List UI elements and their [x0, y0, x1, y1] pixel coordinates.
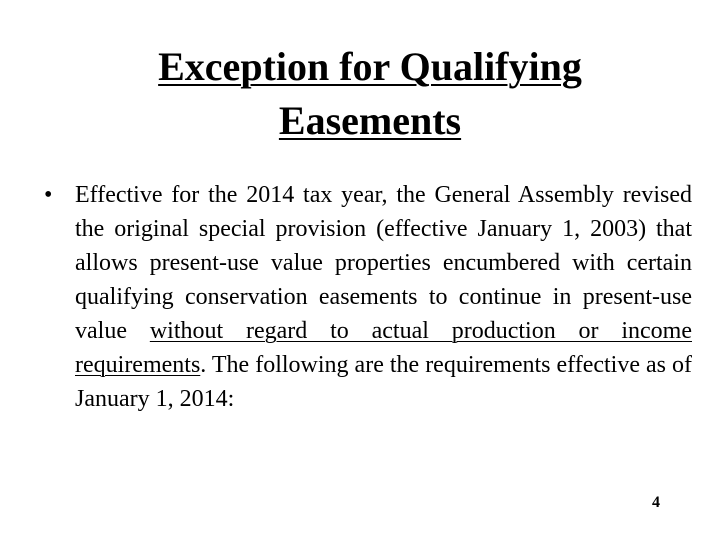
slide-title	[90, 40, 650, 148]
bullet-list	[44, 178, 692, 416]
page-number: 4	[652, 494, 660, 511]
bullet-text-part-1: Effective for the 2014 tax year, the General Assembly revised the original special provision (effective January 1, 2003) that allows present-use value properties encumbered with certain qualifying conservation easements to continue in present-use value	[75, 182, 692, 344]
bullet-text-part-2: . The following are the requirements effective as of January 1, 2014:	[75, 352, 692, 412]
bullet-item	[44, 178, 692, 416]
bullet-text-underlined: without regard to actual production or income requirements	[75, 318, 692, 378]
slide-title-line-2: Easements	[278, 98, 462, 143]
bullet-icon: •	[44, 182, 53, 208]
slide-title-line-1: Exception for Qualifying	[158, 44, 582, 89]
